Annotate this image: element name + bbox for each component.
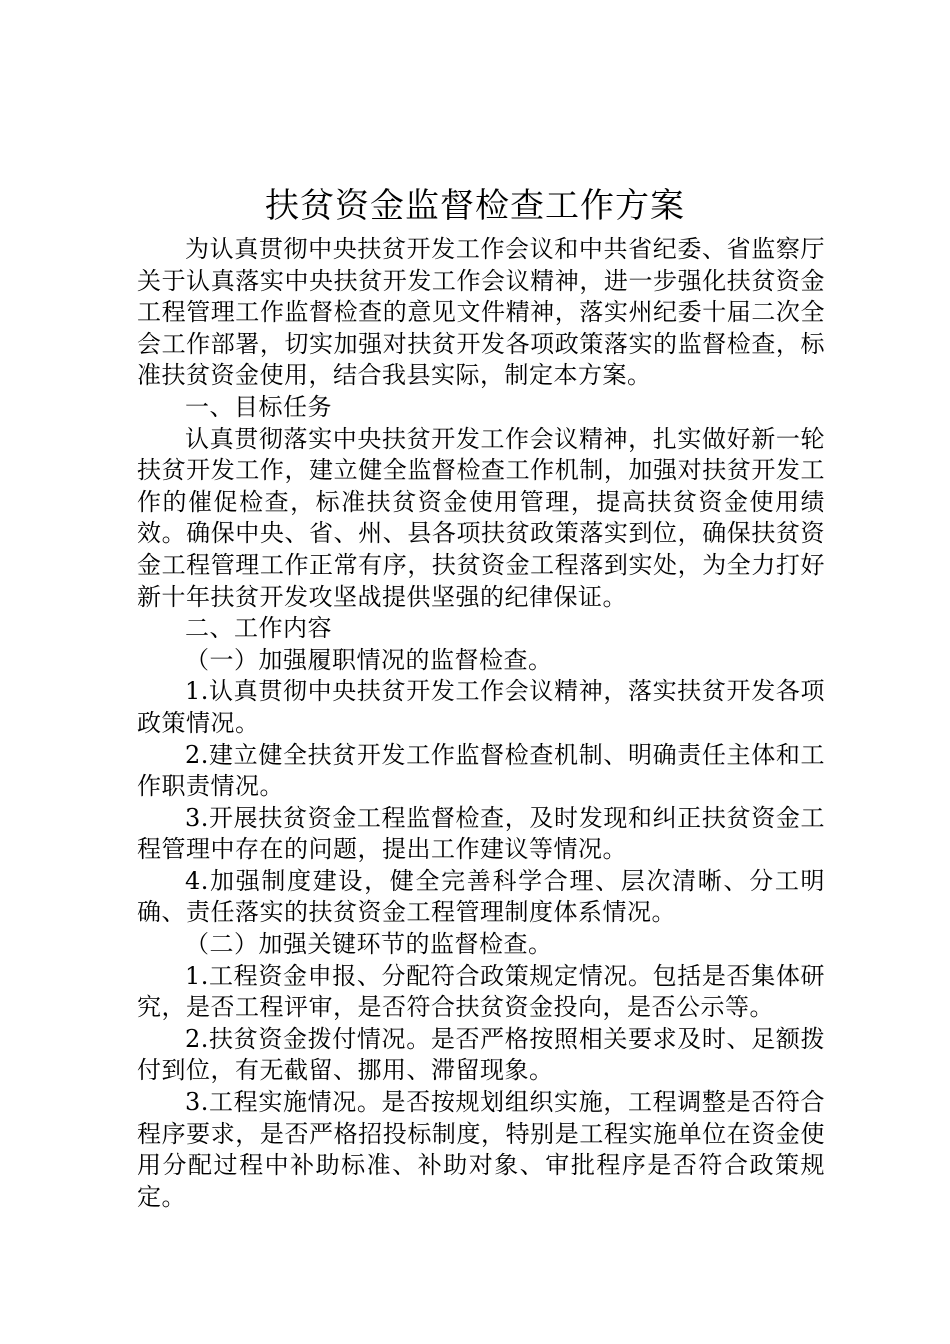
document-body [137,234,825,1213]
subsection-heading-2: （二）加强关键环节的监督检查。 [185,930,553,959]
list-item: 4.加强制度建设，健全完善科学合理、层次清晰、分工明确、责任落实的扶贫资金工程管理制度体系情况。 [137,866,825,927]
document-title: 扶贫资金监督检查工作方案 [265,186,685,226]
list-item: 2.扶贫资金拨付情况。是否严格按照相关要求及时、足额拨付到位，有无截留、挪用、滞留现象。 [137,1024,825,1085]
list-item: 3.工程实施情况。是否按规划组织实施，工程调整是否符合程序要求，是否严格招投标制度，特别是工程实施单位在资金使用分配过程中补助标准、补助对象、审批程序是否符合政策规定。 [137,1088,825,1211]
list-item: 1.认真贯彻中央扶贫开发工作会议精神，落实扶贫开发各项政策情况。 [137,677,825,737]
list-item: 2.建立健全扶贫开发工作监督检查机制、明确责任主体和工作职责情况。 [137,740,825,801]
section-heading-2: 二、工作内容 [185,614,332,643]
paragraph-goals: 认真贯彻落实中央扶贫开发工作会议精神，扎实做好新一轮扶贫开发工作，建立健全监督检查工作机制，加强对扶贫开发工作的催促检查，标准扶贫资金使用管理，提高扶贫资金使用绩效。确保中央、省、州、县各项扶贫政策落实到位，确保扶贫资金工程管理工作正常有序，扶贫资金工程落到实处，为全力打好新十年扶贫开发攻坚战提供坚强的纪律保证。 [137,424,825,611]
paragraph-intro: 为认真贯彻中央扶贫开发工作会议和中共省纪委、省监察厅关于认真落实中央扶贫开发工作会议精神，进一步强化扶贫资金工程管理工作监督检查的意见文件精神，落实州纪委十届二次全会工作部署，切实加强对扶贫开发各项政策落实的监督检查，标准扶贫资金使用，结合我县实际，制定本方案。 [137,235,825,390]
list-item: 3.开展扶贫资金工程监督检查，及时发现和纠正扶贫资金工程管理中存在的问题，提出工作建议等情况。 [137,803,825,864]
subsection-heading-1: （一）加强履职情况的监督检查。 [185,645,553,674]
list-item: 1.工程资金申报、分配符合政策规定情况。包括是否集体研究，是否工程评审，是否符合扶贫资金投向，是否公示等。 [137,961,825,1022]
section-heading-1: 一、目标任务 [185,392,332,421]
